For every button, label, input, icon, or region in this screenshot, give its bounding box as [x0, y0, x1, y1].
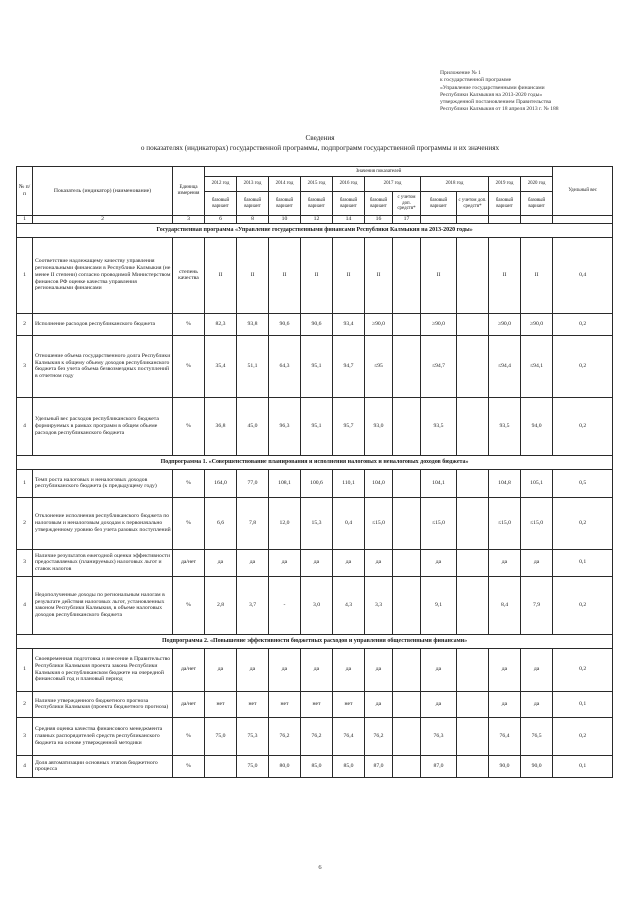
header-colnum: 6	[205, 216, 237, 224]
appendix-line: Республики Калмыкия от 18 апреля 2013 г. № 188	[440, 106, 559, 113]
value-cell: 80,0	[269, 755, 301, 777]
value-cell: 95,7	[333, 397, 365, 455]
value-cell: нет	[301, 691, 333, 717]
indicators-table-body	[17, 223, 613, 777]
value-cell	[457, 469, 489, 497]
value-cell	[393, 755, 421, 777]
value-cell: 105,1	[521, 469, 553, 497]
value-cell: 64,3	[269, 335, 301, 397]
weight-cell: 0,2	[553, 497, 613, 549]
value-cell	[457, 497, 489, 549]
header-variant: базовый вариант	[205, 192, 237, 216]
value-cell: 77,0	[237, 469, 269, 497]
value-cell: 90,0	[521, 755, 553, 777]
header-variant: базовый вариант	[365, 192, 393, 216]
value-cell: 45,0	[237, 397, 269, 455]
value-cell: 35,4	[205, 335, 237, 397]
indicator-name: Отклонение исполнения республиканского бюджета по налоговым и неналоговым доходам к первоначально утвержденному уровню без учета разовых поступлений	[33, 497, 173, 549]
value-cell: 85,0	[333, 755, 365, 777]
header-colnum: 14	[333, 216, 365, 224]
appendix-line: «Управление государственными финансами	[440, 84, 545, 91]
appendix-line: утвержденной постановлением Правительства	[440, 99, 552, 106]
header-year: 2016 год	[333, 177, 365, 192]
value-cell	[457, 691, 489, 717]
table-row	[17, 648, 613, 691]
value-cell: да	[489, 691, 521, 717]
table-row	[17, 691, 613, 717]
value-cell: ≥90,0	[421, 313, 457, 335]
value-cell: да	[521, 549, 553, 576]
table-row	[17, 335, 613, 397]
value-cell: да	[365, 549, 393, 576]
value-cell: 75,0	[205, 717, 237, 755]
value-cell: ≤94,1	[521, 335, 553, 397]
unit-cell: %	[173, 397, 205, 455]
section-row	[17, 634, 613, 648]
weight-cell: 0,2	[553, 335, 613, 397]
value-cell: да	[521, 648, 553, 691]
header-variant: с учетом доп. средств*	[457, 192, 489, 216]
header-variant: базовый вариант	[421, 192, 457, 216]
value-cell	[457, 313, 489, 335]
table-row	[17, 549, 613, 576]
table-row	[17, 237, 613, 313]
unit-cell: %	[173, 313, 205, 335]
value-cell: ≥90,0	[521, 313, 553, 335]
document-title: Сведения	[305, 134, 335, 142]
row-num: 3	[17, 335, 33, 397]
value-cell	[393, 313, 421, 335]
value-cell: ≤15,0	[421, 497, 457, 549]
value-cell: 15,3	[301, 497, 333, 549]
value-cell: 0,4	[333, 497, 365, 549]
value-cell: 6,6	[205, 497, 237, 549]
value-cell: II	[205, 237, 237, 313]
value-cell: да	[333, 549, 365, 576]
value-cell: 76,2	[301, 717, 333, 755]
value-cell: II	[421, 237, 457, 313]
header-variant: базовый вариант	[489, 192, 521, 216]
unit-cell: да/нет	[173, 691, 205, 717]
indicator-name: Темп роста налоговых и неналоговых доходов республиканского бюджета (к предыдущему году)	[33, 469, 173, 497]
header-variant: базовый вариант	[521, 192, 553, 216]
page-number: 6	[318, 864, 322, 871]
table-row	[17, 497, 613, 549]
document-subtitle: о показателях (индикаторах) государственной программы, подпрограмм государственной программы и их значениях	[140, 144, 500, 152]
value-cell: 4,3	[333, 576, 365, 634]
weight-cell: 0,5	[553, 469, 613, 497]
header-colnum: 17	[393, 216, 421, 224]
value-cell: ≤94,4	[489, 335, 521, 397]
weight-cell: 0,2	[553, 397, 613, 455]
section-title: Государственная программа «Управление государственными финансами Республики Калмыкия на 2013-2020 годы»	[17, 223, 613, 237]
value-cell: II	[333, 237, 365, 313]
header-colnum: 3	[173, 216, 205, 224]
value-cell: да	[421, 648, 457, 691]
value-cell: нет	[205, 691, 237, 717]
value-cell: 93,5	[489, 397, 521, 455]
value-cell: да	[301, 648, 333, 691]
value-cell: ≤94,7	[421, 335, 457, 397]
value-cell: 75,0	[237, 755, 269, 777]
value-cell	[393, 397, 421, 455]
value-cell: 9,1	[421, 576, 457, 634]
value-cell	[393, 648, 421, 691]
table-row	[17, 469, 613, 497]
value-cell: да	[421, 549, 457, 576]
value-cell: 90,6	[269, 313, 301, 335]
weight-cell: 0,2	[553, 717, 613, 755]
header-colnum: 2	[33, 216, 173, 224]
header-colnum: 1	[17, 216, 33, 224]
value-cell	[393, 576, 421, 634]
value-cell: 90,6	[301, 313, 333, 335]
value-cell: нет	[333, 691, 365, 717]
value-cell: ≤95	[365, 335, 393, 397]
value-cell	[457, 549, 489, 576]
value-cell: 164,0	[205, 469, 237, 497]
header-colnum: 12	[301, 216, 333, 224]
row-num: 1	[17, 469, 33, 497]
value-cell: 51,1	[237, 335, 269, 397]
value-cell	[393, 549, 421, 576]
value-cell: 76,5	[521, 717, 553, 755]
value-cell: да	[237, 648, 269, 691]
value-cell: да	[489, 648, 521, 691]
row-num: 1	[17, 648, 33, 691]
header-weight: Удельный вес	[553, 167, 613, 216]
header-variant: с учетом доп. средств*	[393, 192, 421, 216]
value-cell: 3,7	[237, 576, 269, 634]
value-cell: да	[365, 691, 393, 717]
unit-cell: да/нет	[173, 549, 205, 576]
value-cell: да	[205, 549, 237, 576]
value-cell	[393, 335, 421, 397]
value-cell: 96,3	[269, 397, 301, 455]
unit-cell: %	[173, 717, 205, 755]
value-cell	[393, 497, 421, 549]
value-cell	[393, 691, 421, 717]
header-variant: базовый вариант	[301, 192, 333, 216]
value-cell	[457, 755, 489, 777]
row-num: 4	[17, 397, 33, 455]
indicator-name: Недополученные доходы по региональным налогам в результате действия налоговых льгот, установленных законом Республики Калмыкия, в объеме налоговых доходов республиканского бюджета	[33, 576, 173, 634]
unit-cell: %	[173, 497, 205, 549]
value-cell: 7,9	[521, 576, 553, 634]
unit-cell: степень качества	[173, 237, 205, 313]
value-cell: 3,3	[365, 576, 393, 634]
value-cell: да	[237, 549, 269, 576]
unit-cell: %	[173, 335, 205, 397]
header-year: 2014 год	[269, 177, 301, 192]
value-cell: ≤15,0	[489, 497, 521, 549]
header-variant: базовый вариант	[237, 192, 269, 216]
value-cell: 85,0	[301, 755, 333, 777]
value-cell: 110,1	[333, 469, 365, 497]
value-cell: II	[237, 237, 269, 313]
value-cell: 90,0	[489, 755, 521, 777]
header-num: № п/п	[17, 167, 33, 216]
header-year: 2020 год	[521, 177, 553, 192]
header-unit: Единица измерения	[173, 167, 205, 216]
header-variant: базовый вариант	[269, 192, 301, 216]
value-cell: да	[365, 648, 393, 691]
indicator-name: Своевременная подготовка и внесение в Правительство Республики Калмыкия проекта закона Республики Калмыкия о республиканском бюджете на очередной финансовый год и плановый период	[33, 648, 173, 691]
value-cell: ≤15,0	[521, 497, 553, 549]
value-cell: 76,2	[365, 717, 393, 755]
value-cell	[457, 397, 489, 455]
table-row	[17, 576, 613, 634]
appendix-line: Республики Калмыкия на 2013-2020 годы»	[440, 91, 543, 98]
value-cell: 36,8	[205, 397, 237, 455]
value-cell: 76,4	[489, 717, 521, 755]
value-cell: ≥90,0	[489, 313, 521, 335]
appendix-note	[440, 70, 630, 114]
header-colnum: 16	[365, 216, 393, 224]
value-cell: 93,4	[333, 313, 365, 335]
indicator-name: Удельный вес расходов республиканского бюджета формируемых в рамках программ в общем объеме расходов республиканского бюджета	[33, 397, 173, 455]
value-cell: II	[365, 237, 393, 313]
indicators-table	[16, 166, 613, 778]
unit-cell: %	[173, 576, 205, 634]
value-cell: 76,3	[421, 717, 457, 755]
header-year: 2013 год	[237, 177, 269, 192]
row-num: 2	[17, 497, 33, 549]
value-cell: 94,0	[521, 397, 553, 455]
value-cell: нет	[237, 691, 269, 717]
section-title: Подпрограмма 2. «Повышение эффективности бюджетных расходов и управления общественными финансами»	[17, 634, 613, 648]
indicator-name: Средняя оценка качества финансового менеджмента главных распорядителей средств республиканского бюджета на основе утвержденной методики	[33, 717, 173, 755]
weight-cell: 0,1	[553, 691, 613, 717]
value-cell: 76,2	[269, 717, 301, 755]
weight-cell: 0,2	[553, 648, 613, 691]
value-cell: ≥90,0	[365, 313, 393, 335]
row-num: 3	[17, 549, 33, 576]
value-cell: 8,4	[489, 576, 521, 634]
value-cell	[457, 576, 489, 634]
value-cell: 93,5	[421, 397, 457, 455]
indicator-name: Наличие утвержденного бюджетного прогноза Республики Калмыкия (проекта бюджетного прогноза)	[33, 691, 173, 717]
value-cell: 108,1	[269, 469, 301, 497]
indicator-name: Отношение объема государственного долга Республики Калмыкия к общему объему доходов республиканского бюджета без учета объема безвозмездных поступлений в отчетном году	[33, 335, 173, 397]
header-year: 2019 год	[489, 177, 521, 192]
value-cell: 94,7	[333, 335, 365, 397]
value-cell: 93,8	[237, 313, 269, 335]
value-cell	[457, 648, 489, 691]
header-year: 2018 год	[421, 177, 489, 192]
value-cell: да	[489, 549, 521, 576]
weight-cell: 0,2	[553, 313, 613, 335]
value-cell: да	[301, 549, 333, 576]
appendix-line: к государственной программе	[440, 77, 512, 84]
value-cell: да	[269, 648, 301, 691]
value-cell: II	[521, 237, 553, 313]
value-cell: 7,8	[237, 497, 269, 549]
value-cell: 3,0	[301, 576, 333, 634]
value-cell: 93,0	[365, 397, 393, 455]
table-row	[17, 717, 613, 755]
indicator-name: Наличие результатов ежегодной оценки эффективности предоставляемых (планируемых) налоговых льгот и ставок налогов	[33, 549, 173, 576]
header-colnum: 8	[237, 216, 269, 224]
indicator-name: Доля автоматизации основных этапов бюджетного процесса	[33, 755, 173, 777]
row-num: 4	[17, 576, 33, 634]
value-cell: 75,3	[237, 717, 269, 755]
value-cell: да	[333, 648, 365, 691]
section-row	[17, 455, 613, 469]
value-cell	[393, 469, 421, 497]
value-cell: ≤15,0	[365, 497, 393, 549]
value-cell: 12,0	[269, 497, 301, 549]
value-cell: да	[421, 691, 457, 717]
row-num: 3	[17, 717, 33, 755]
value-cell: 2,8	[205, 576, 237, 634]
table-row	[17, 755, 613, 777]
value-cell: 95,1	[301, 335, 333, 397]
value-cell: 87,0	[421, 755, 457, 777]
value-cell	[457, 717, 489, 755]
indicator-name: Исполнение расходов республиканского бюджета	[33, 313, 173, 335]
value-cell: 104,8	[489, 469, 521, 497]
appendix-line: Приложение № 1	[440, 70, 481, 76]
header-variant: базовый вариант	[333, 192, 365, 216]
value-cell: да	[521, 691, 553, 717]
value-cell	[205, 755, 237, 777]
value-cell: да	[205, 648, 237, 691]
header-year: 2015 год	[301, 177, 333, 192]
header-indicator: Показатель (индикатор) (наименование)	[33, 167, 173, 216]
value-cell: 76,4	[333, 717, 365, 755]
value-cell: 95,1	[301, 397, 333, 455]
value-cell: -	[269, 576, 301, 634]
indicator-name: Соответствие надлежащему качеству управления региональными финансами в Республике Калмыкия (не менее II степени) согласно проводимой Министерством финансов РФ оценке качества управления региональными финансами	[33, 237, 173, 313]
header-colnum: 10	[269, 216, 301, 224]
value-cell: 100,6	[301, 469, 333, 497]
value-cell: II	[489, 237, 521, 313]
value-cell: 104,0	[365, 469, 393, 497]
value-cell	[457, 335, 489, 397]
weight-cell: 0,1	[553, 549, 613, 576]
value-cell	[393, 237, 421, 313]
header-values-group: Значения показателей	[205, 167, 553, 177]
section-title: Подпрограмма 1. «Совершенствование планирования и исполнения налоговых и неналоговых доходов бюджета»	[17, 455, 613, 469]
value-cell: II	[269, 237, 301, 313]
value-cell: II	[301, 237, 333, 313]
section-row	[17, 223, 613, 237]
value-cell: нет	[269, 691, 301, 717]
header-year: 2012 год	[205, 177, 237, 192]
unit-cell: %	[173, 755, 205, 777]
header-year: 2017 год	[365, 177, 421, 192]
row-num: 2	[17, 313, 33, 335]
weight-cell: 0,4	[553, 237, 613, 313]
weight-cell: 0,1	[553, 755, 613, 777]
value-cell	[457, 237, 489, 313]
row-num: 1	[17, 237, 33, 313]
row-num: 4	[17, 755, 33, 777]
weight-cell: 0,2	[553, 576, 613, 634]
table-row	[17, 313, 613, 335]
unit-cell: да/нет	[173, 648, 205, 691]
value-cell: 87,0	[365, 755, 393, 777]
value-cell: да	[269, 549, 301, 576]
value-cell	[393, 717, 421, 755]
value-cell: 82,3	[205, 313, 237, 335]
table-row	[17, 397, 613, 455]
unit-cell: %	[173, 469, 205, 497]
row-num: 2	[17, 691, 33, 717]
value-cell: 104,1	[421, 469, 457, 497]
